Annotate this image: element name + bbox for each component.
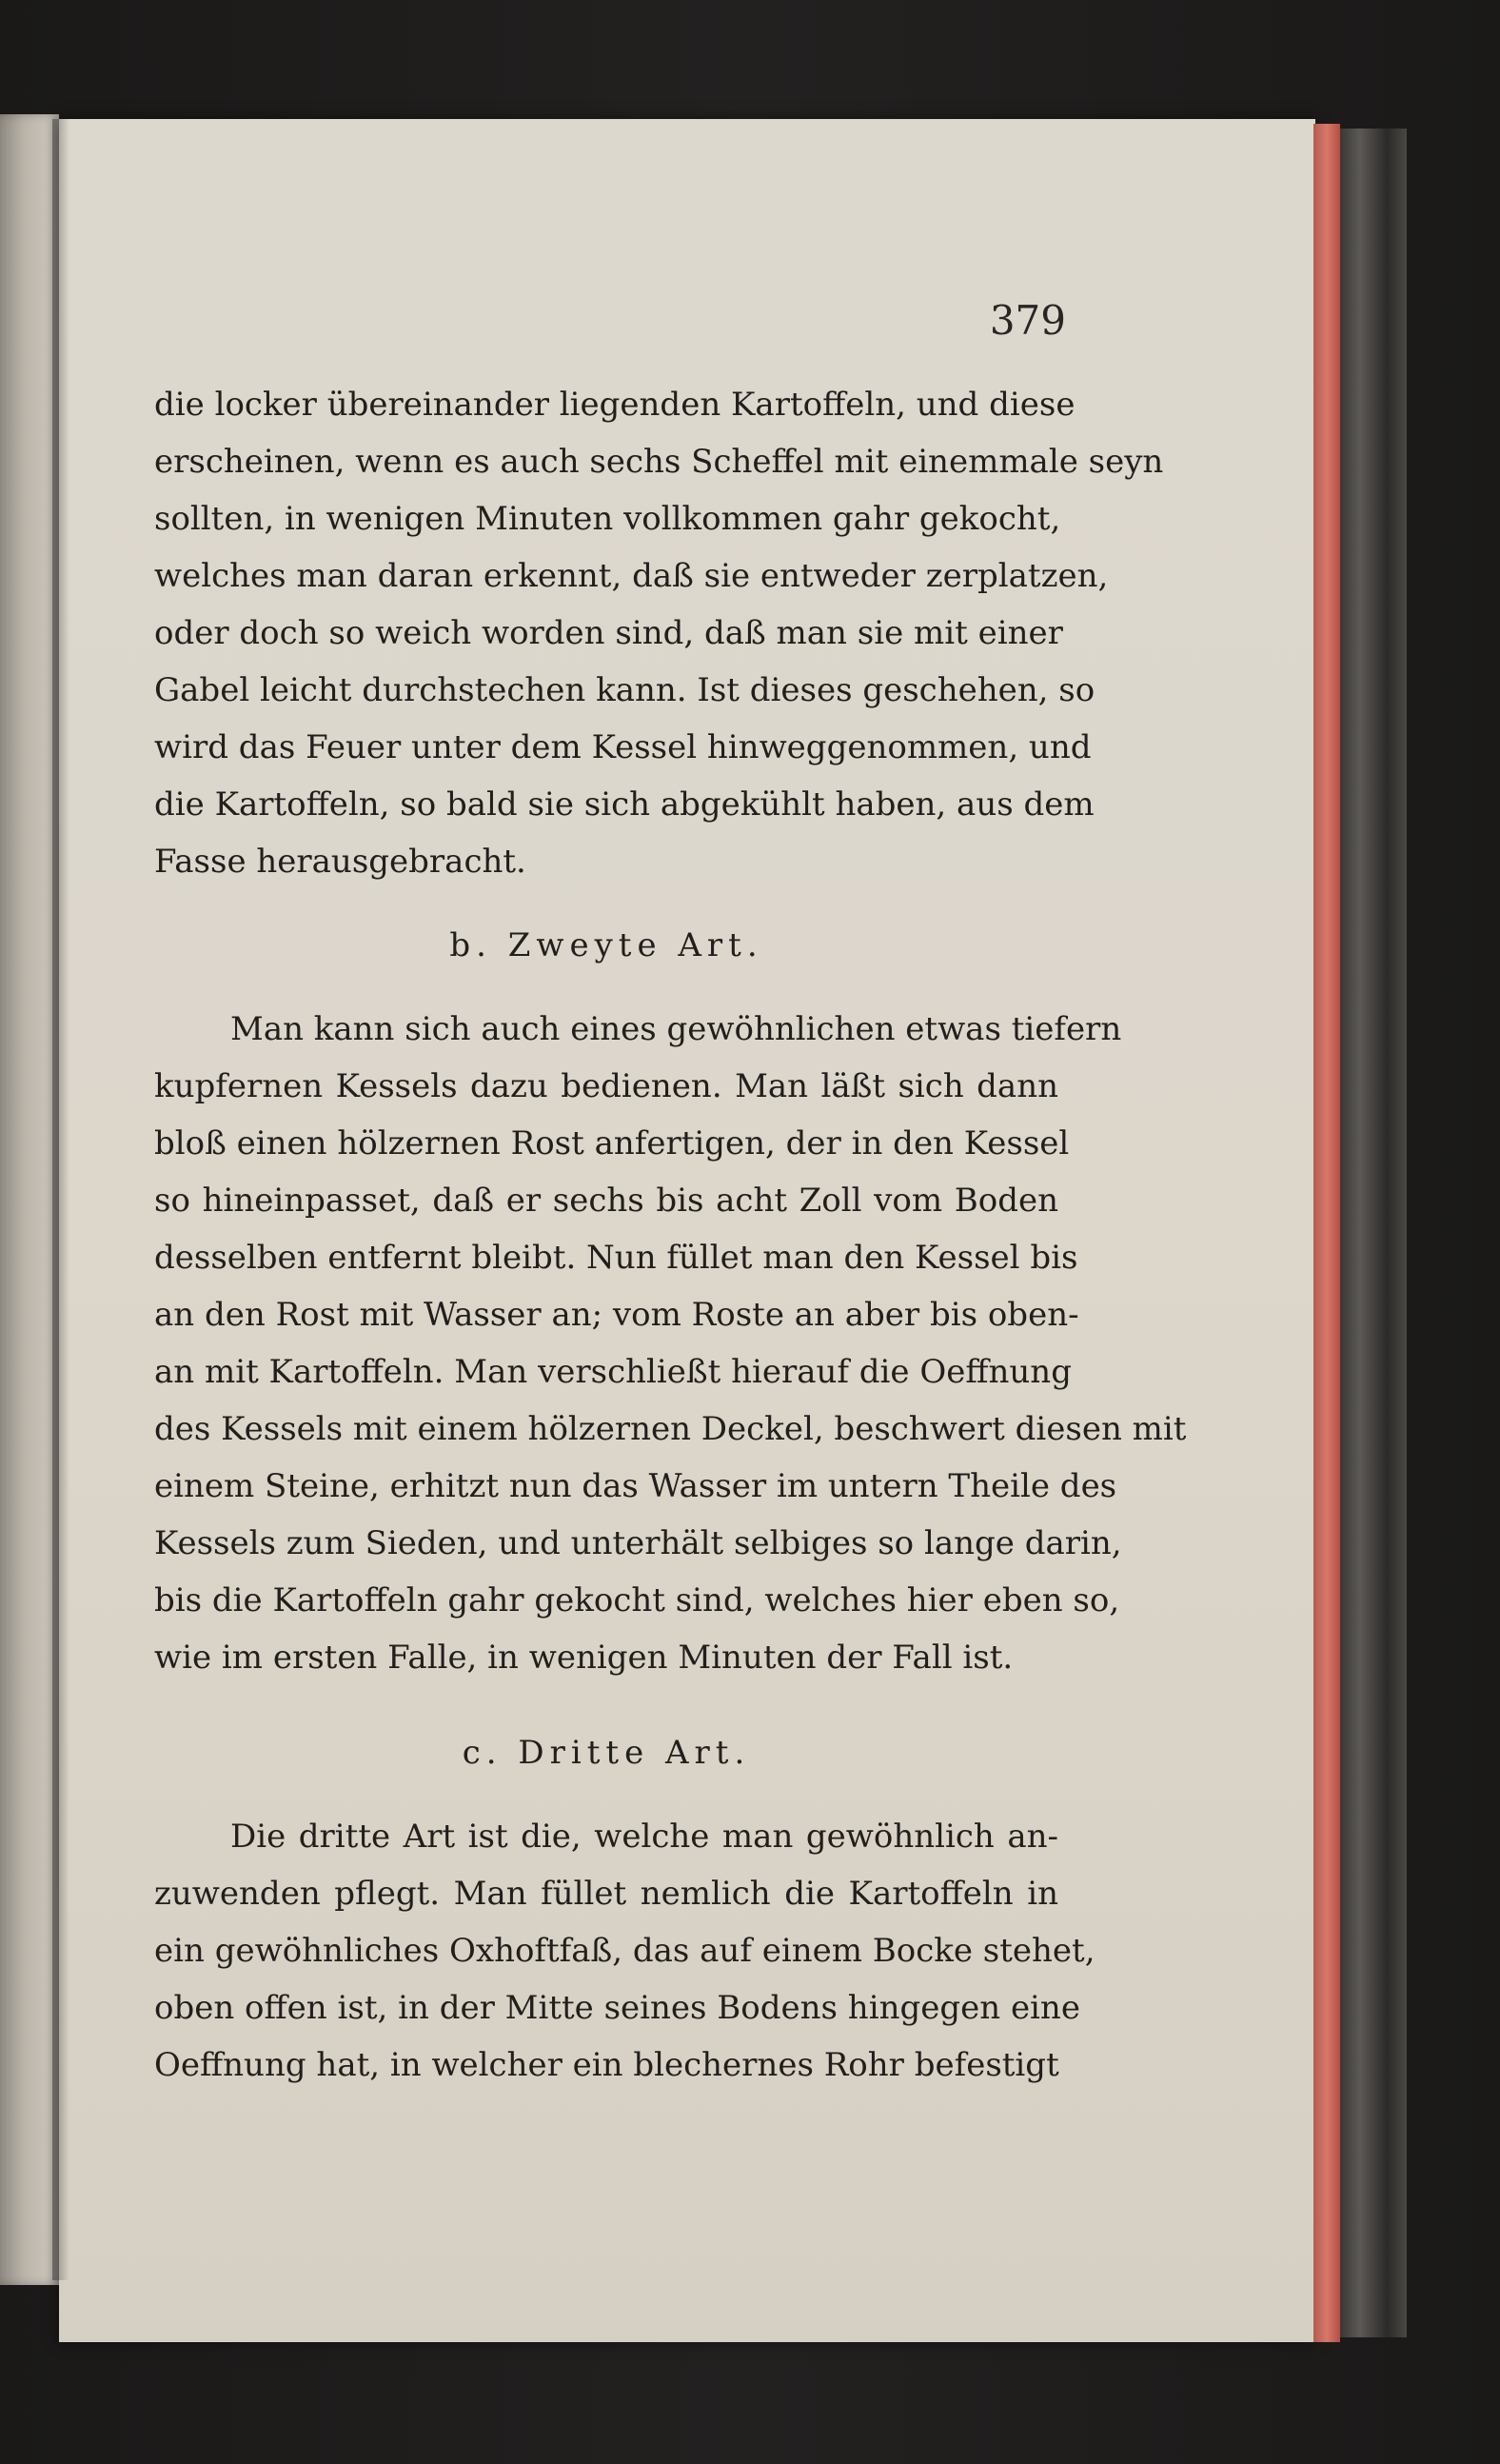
text-line: die Kartoffeln, so bald sie sich abgekühlt haben, aus dem [154,785,1095,824]
text-line: an mit Kartoffeln. Man verschließt hierauf die Oeffnung [154,1353,1072,1391]
text-line: wie im ersten Falle, in wenigen Minuten der Fall ist. [154,1639,1014,1677]
text-line: Gabel leicht durchstechen kann. Ist dieses geschehen, so [154,671,1095,709]
text-line: Man kann sich auch eines gewöhnlichen etwas tiefern [230,1010,1122,1048]
text-line: an den Rost mit Wasser an; vom Roste an aber bis oben- [154,1296,1079,1334]
text-line: sollten, in wenigen Minuten vollkommen gahr gekocht, [154,500,1061,538]
text-line: so hineinpasset, daß er sechs bis acht Zoll vom Boden [154,1182,1058,1220]
section-heading-c: c. Dritte Art. [462,1734,751,1772]
text-line: welches man daran erkennt, daß sie entweder zerplatzen, [154,557,1109,595]
page-number: 379 [989,297,1066,344]
text-line: die locker übereinander liegenden Kartoffeln, und diese [154,386,1076,424]
text-line: oben offen ist, in der Mitte seines Bodens hingegen eine [154,1989,1080,2027]
text-line: zuwenden pflegt. Man füllet nemlich die Kartoffeln in [154,1875,1058,1913]
text-line: kupfernen Kessels dazu bedienen. Man läßt sich dann [154,1067,1058,1105]
text-line: Oeffnung hat, in welcher ein blechernes Rohr befestigt [154,2046,1059,2084]
text-line: einem Steine, erhitzt nun das Wasser im untern Theile des [154,1467,1117,1505]
page-text [154,376,1187,2094]
red-page-edges [1313,124,1340,2342]
text-line: oder doch so weich worden sind, daß man sie mit einer [154,614,1063,652]
text-line: bloß einen hölzernen Rost anfertigen, der in den Kessel [154,1124,1070,1162]
spine-shadow [52,119,69,2280]
text-line: ein gewöhnliches Oxhoftfaß, das auf einem Bocke stehet, [154,1932,1095,1970]
text-line: Die dritte Art ist die, welche man gewöhnlich an- [230,1818,1058,1856]
book-cover-edge [1340,129,1407,2337]
text-line: des Kessels mit einem hölzernen Deckel, beschwert diesen mit [154,1410,1187,1448]
text-line: Kessels zum Sieden, und unterhält selbiges so lange darin, [154,1524,1122,1562]
text-line: bis die Kartoffeln gahr gekocht sind, welches hier eben so, [154,1581,1120,1619]
text-line: erscheinen, wenn es auch sechs Scheffel mit einemmale seyn [154,443,1164,481]
text-line: desselben entfernt bleibt. Nun füllet man den Kessel bis [154,1239,1078,1277]
left-page-edge [0,114,59,2285]
section-heading-b: b. Zweyte Art. [449,926,763,964]
text-line: wird das Feuer unter dem Kessel hinweggenommen, und [154,728,1092,766]
text-line: Fasse herausgebracht. [154,843,526,881]
